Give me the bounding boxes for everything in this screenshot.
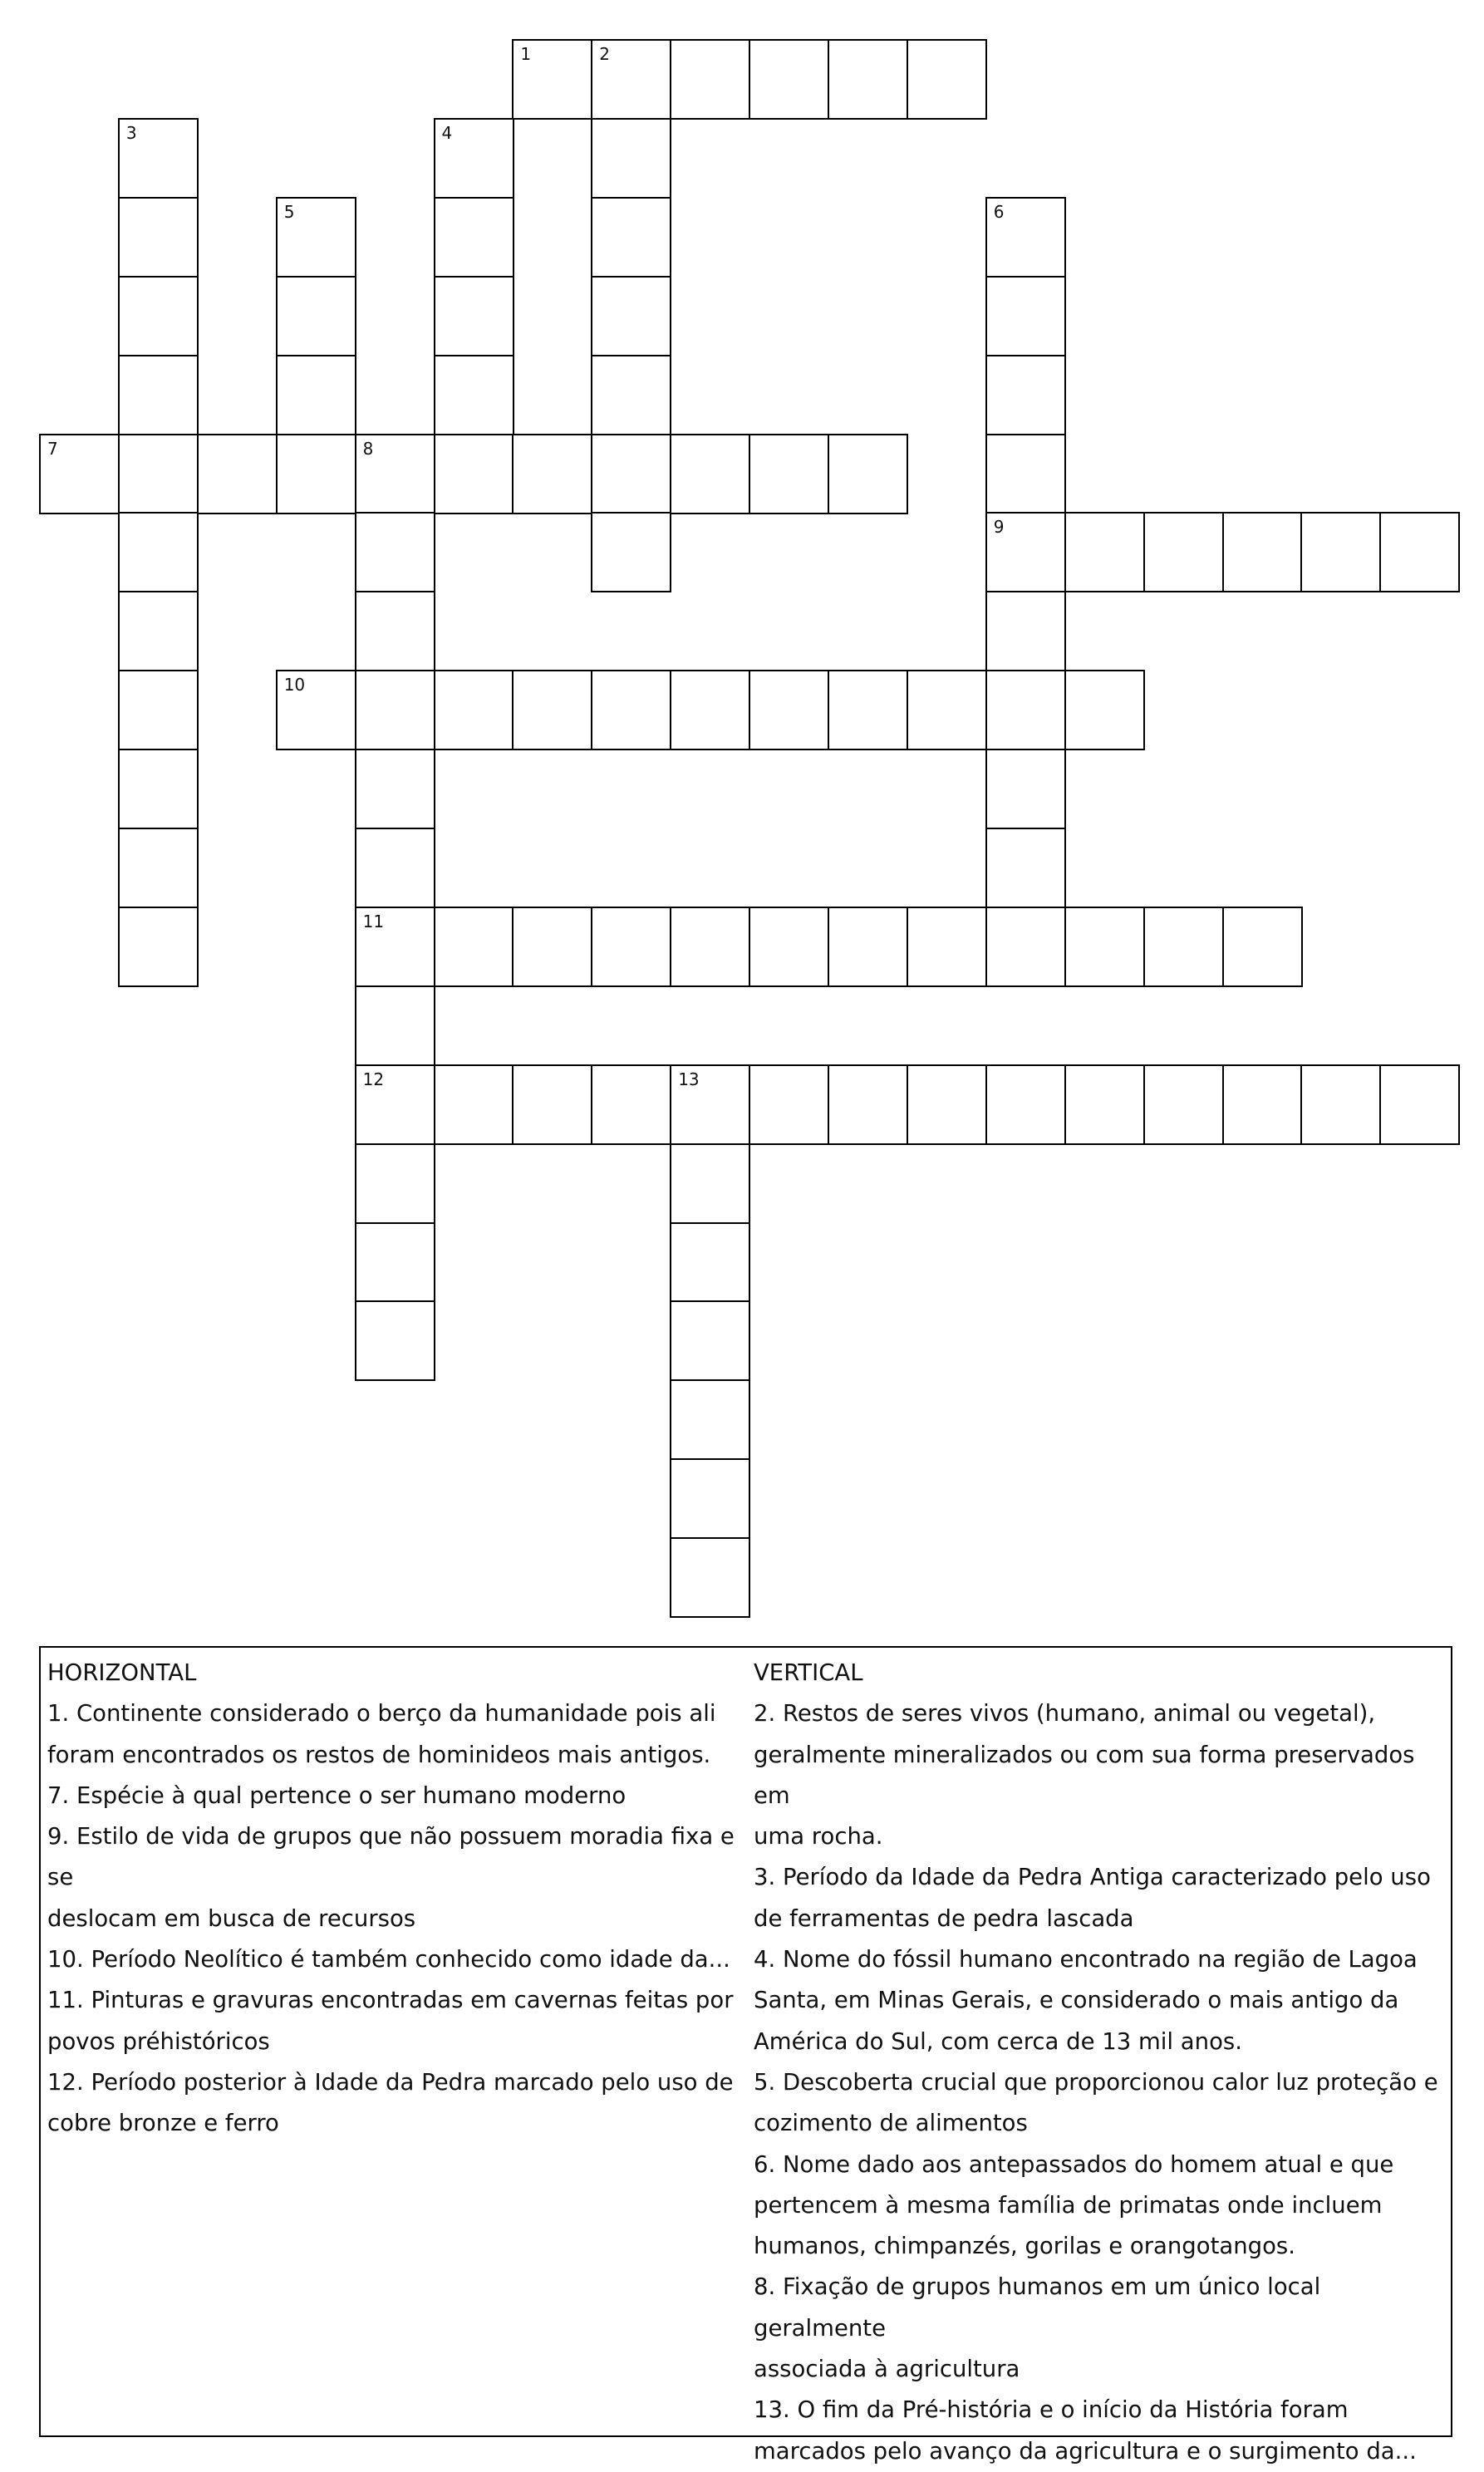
crossword-cell[interactable]: [355, 907, 435, 987]
crossword-cell[interactable]: [1300, 512, 1381, 592]
horizontal-clue-line: 7. Espécie à qual pertence o ser humano moderno: [47, 1782, 627, 1809]
crossword-cell[interactable]: [828, 39, 908, 120]
vertical-clue-line: 8. Fixação de grupos humanos em um único local geralmente: [754, 2273, 1321, 2342]
horizontal-clue-line: povos préhistóricos: [47, 2027, 270, 2055]
crossword-cell[interactable]: [512, 1064, 592, 1145]
crossword-cell[interactable]: [118, 828, 199, 908]
crossword-cell[interactable]: [1222, 907, 1303, 987]
crossword-cell[interactable]: [749, 907, 829, 987]
vertical-clue-line: 3. Período da Idade da Pedra Antiga caracterizado pelo uso: [754, 1864, 1431, 1891]
vertical-heading: VERTICAL: [754, 1659, 863, 1686]
crossword-cell[interactable]: [434, 355, 514, 435]
crossword-cell[interactable]: [985, 355, 1066, 435]
crossword-cell[interactable]: [1143, 907, 1224, 987]
clue-number: 7: [47, 438, 58, 459]
crossword-cell[interactable]: [749, 670, 829, 750]
crossword-cell[interactable]: [985, 434, 1066, 514]
crossword-cell[interactable]: [1379, 1064, 1460, 1145]
crossword-cell[interactable]: [985, 828, 1066, 908]
vertical-clue-line: cozimento de alimentos: [754, 2110, 1028, 2137]
crossword-cell[interactable]: [985, 907, 1066, 987]
crossword-cell[interactable]: [355, 1064, 435, 1145]
crossword-cell[interactable]: [276, 355, 356, 435]
crossword-cell[interactable]: [749, 39, 829, 120]
clue-number: 8: [362, 438, 374, 459]
crossword-cell[interactable]: [591, 670, 671, 750]
vertical-clue-line: humanos, chimpanzés, gorilas e orangotangos.: [754, 2233, 1295, 2260]
crossword-cell[interactable]: [355, 434, 435, 514]
crossword-cell[interactable]: [907, 907, 987, 987]
crossword-cell[interactable]: [828, 670, 908, 750]
crossword-cell[interactable]: [985, 670, 1066, 750]
horizontal-clue-line: foram encontrados os restos de hominideos mais antigos.: [47, 1741, 711, 1768]
crossword-cell[interactable]: [118, 355, 199, 435]
vertical-clue-line: 13. O fim da Pré-história e o início da História foram: [754, 2396, 1349, 2424]
vertical-clue-line: de ferramentas de pedra lascada: [754, 1904, 1134, 1932]
horizontal-clue-line: deslocam em busca de recursos: [47, 1904, 416, 1932]
crossword-cell[interactable]: [118, 591, 199, 671]
clue-number: 3: [125, 122, 137, 143]
crossword-cell[interactable]: [1064, 670, 1145, 750]
crossword-cell[interactable]: [670, 907, 750, 987]
crossword-cell[interactable]: [512, 39, 592, 120]
clue-number: 5: [283, 201, 295, 222]
crossword-cell[interactable]: [355, 985, 435, 1066]
crossword-cell[interactable]: [670, 1300, 750, 1381]
vertical-clues: [754, 1653, 1443, 2472]
vertical-clue-line: América do Sul, com cerca de 13 mil anos.: [754, 2027, 1242, 2055]
crossword-cell[interactable]: [512, 907, 592, 987]
crossword-cell[interactable]: [591, 355, 671, 435]
crossword-cell[interactable]: [118, 749, 199, 829]
crossword-cell[interactable]: [512, 434, 592, 514]
crossword-cell[interactable]: [276, 276, 356, 356]
crossword-cell[interactable]: [985, 749, 1066, 829]
crossword-cell[interactable]: [907, 670, 987, 750]
horizontal-clue-line: 12. Período posterior à Idade da Pedra marcado pelo uso de: [47, 2068, 734, 2096]
crossword-cell[interactable]: [434, 197, 514, 278]
crossword-cell[interactable]: [434, 276, 514, 356]
clue-number: 6: [993, 201, 1005, 222]
crossword-cell[interactable]: [985, 276, 1066, 356]
vertical-clue-line: 4. Nome do fóssil humano encontrado na região de Lagoa: [754, 1946, 1418, 1973]
crossword-cell[interactable]: [670, 1537, 750, 1618]
vertical-clue-line: pertencem à mesma família de primatas onde incluem: [754, 2191, 1383, 2219]
crossword-cell[interactable]: [197, 434, 278, 514]
crossword-cell[interactable]: [670, 1379, 750, 1460]
crossword-cell[interactable]: [828, 907, 908, 987]
crossword-cell[interactable]: [591, 276, 671, 356]
horizontal-clue-line: 9. Estilo de vida de grupos que não possuem moradia fixa e se: [47, 1823, 735, 1891]
clue-number: 11: [362, 911, 385, 931]
crossword-cell[interactable]: [670, 670, 750, 750]
vertical-clue-line: geralmente mineralizados ou com sua forma preservados em: [754, 1741, 1415, 1809]
horizontal-clue-line: 1. Continente considerado o berço da humanidade pois ali: [47, 1700, 716, 1727]
clues-box: [39, 1646, 1452, 2465]
clue-number: 4: [441, 122, 453, 143]
crossword-cell[interactable]: [355, 1143, 435, 1224]
crossword-cell[interactable]: [118, 197, 199, 278]
crossword-cell[interactable]: [512, 670, 592, 750]
crossword-cell[interactable]: [670, 39, 750, 120]
crossword-cell[interactable]: [670, 434, 750, 514]
crossword-cell[interactable]: [591, 118, 671, 199]
crossword-cell[interactable]: [670, 1222, 750, 1303]
clue-number: 9: [993, 517, 1005, 538]
vertical-clue-line: marcados pelo avanço da agricultura e o surgimento da...: [754, 2437, 1417, 2465]
crossword-cell[interactable]: [355, 749, 435, 829]
vertical-clue-line: Santa, em Minas Gerais, e considerado o mais antigo da: [754, 1987, 1399, 2014]
vertical-clue-line: 5. Descoberta crucial que proporcionou calor luz proteção e: [754, 2068, 1438, 2096]
crossword-cell[interactable]: [355, 828, 435, 908]
vertical-clue-line: 2. Restos de seres vivos (humano, animal ou vegetal),: [754, 1700, 1376, 1727]
crossword-cell[interactable]: [355, 670, 435, 750]
crossword-cell[interactable]: [355, 1300, 435, 1381]
crossword-cell[interactable]: [118, 907, 199, 987]
crossword-cell[interactable]: [118, 670, 199, 750]
crossword-cell[interactable]: [276, 670, 356, 750]
crossword-cell[interactable]: [985, 197, 1066, 278]
crossword-cell[interactable]: [1222, 512, 1303, 592]
crossword-cell[interactable]: [276, 434, 356, 514]
horizontal-clue-line: cobre bronze e ferro: [47, 2110, 279, 2137]
crossword-cell[interactable]: [1064, 907, 1145, 987]
crossword-cell[interactable]: [591, 434, 671, 514]
crossword-cell[interactable]: [1300, 1064, 1381, 1145]
crossword-cell[interactable]: [118, 276, 199, 356]
crossword-cell[interactable]: [1064, 1064, 1145, 1145]
crossword-cell[interactable]: [670, 1143, 750, 1224]
crossword-cell[interactable]: [434, 118, 514, 199]
clue-number: 10: [283, 675, 306, 695]
crossword-cell[interactable]: [355, 1222, 435, 1303]
crossword-cell[interactable]: [670, 1064, 750, 1145]
crossword-cell[interactable]: [434, 1064, 514, 1145]
clue-number: 2: [599, 44, 611, 64]
crossword-cell[interactable]: [907, 1064, 987, 1145]
crossword-cell[interactable]: [39, 434, 120, 514]
crossword-cell[interactable]: [434, 907, 514, 987]
crossword-cell[interactable]: [1379, 512, 1460, 592]
crossword-cell[interactable]: [591, 512, 671, 592]
crossword-cell[interactable]: [749, 434, 829, 514]
crossword-cell[interactable]: [118, 512, 199, 592]
crossword-cell[interactable]: [828, 1064, 908, 1145]
crossword-cell[interactable]: [985, 512, 1066, 592]
crossword-cell[interactable]: [118, 118, 199, 199]
crossword-cell[interactable]: [591, 907, 671, 987]
horizontal-clue-line: 11. Pinturas e gravuras encontradas em cavernas feitas por: [47, 1987, 734, 2014]
crossword-cell[interactable]: [1143, 1064, 1224, 1145]
vertical-clue-line: associada à agricultura: [754, 2356, 1020, 2383]
crossword-cell[interactable]: [1222, 1064, 1303, 1145]
clue-number: 13: [678, 1069, 700, 1089]
clue-number: 12: [362, 1069, 385, 1089]
crossword-cell[interactable]: [355, 512, 435, 592]
crossword-cell[interactable]: [434, 434, 514, 514]
horizontal-clue-line: 10. Período Neolítico é também conhecido como idade da...: [47, 1946, 730, 1973]
crossword-cell[interactable]: [828, 434, 908, 514]
crossword-cell[interactable]: [591, 197, 671, 278]
crossword-cell[interactable]: [907, 39, 987, 120]
crossword-cell[interactable]: [276, 197, 356, 278]
crossword-cell[interactable]: [985, 1064, 1066, 1145]
vertical-clue-line: 6. Nome dado aos antepassados do homem atual e que: [754, 2150, 1394, 2178]
crossword-cell[interactable]: [118, 434, 199, 514]
crossword-cell[interactable]: [1064, 512, 1145, 592]
crossword-cell[interactable]: [1143, 512, 1224, 592]
vertical-clue-line: uma rocha.: [754, 1823, 883, 1850]
crossword-cell[interactable]: [749, 1064, 829, 1145]
clue-number: 1: [520, 44, 532, 64]
crossword-cell[interactable]: [591, 39, 671, 120]
crossword-cell[interactable]: [985, 591, 1066, 671]
horizontal-clues: [47, 1653, 747, 2145]
horizontal-heading: HORIZONTAL: [47, 1659, 197, 1686]
crossword-cell[interactable]: [355, 591, 435, 671]
crossword-cell[interactable]: [591, 1064, 671, 1145]
crossword-cell[interactable]: [670, 1458, 750, 1539]
crossword-cell[interactable]: [434, 670, 514, 750]
